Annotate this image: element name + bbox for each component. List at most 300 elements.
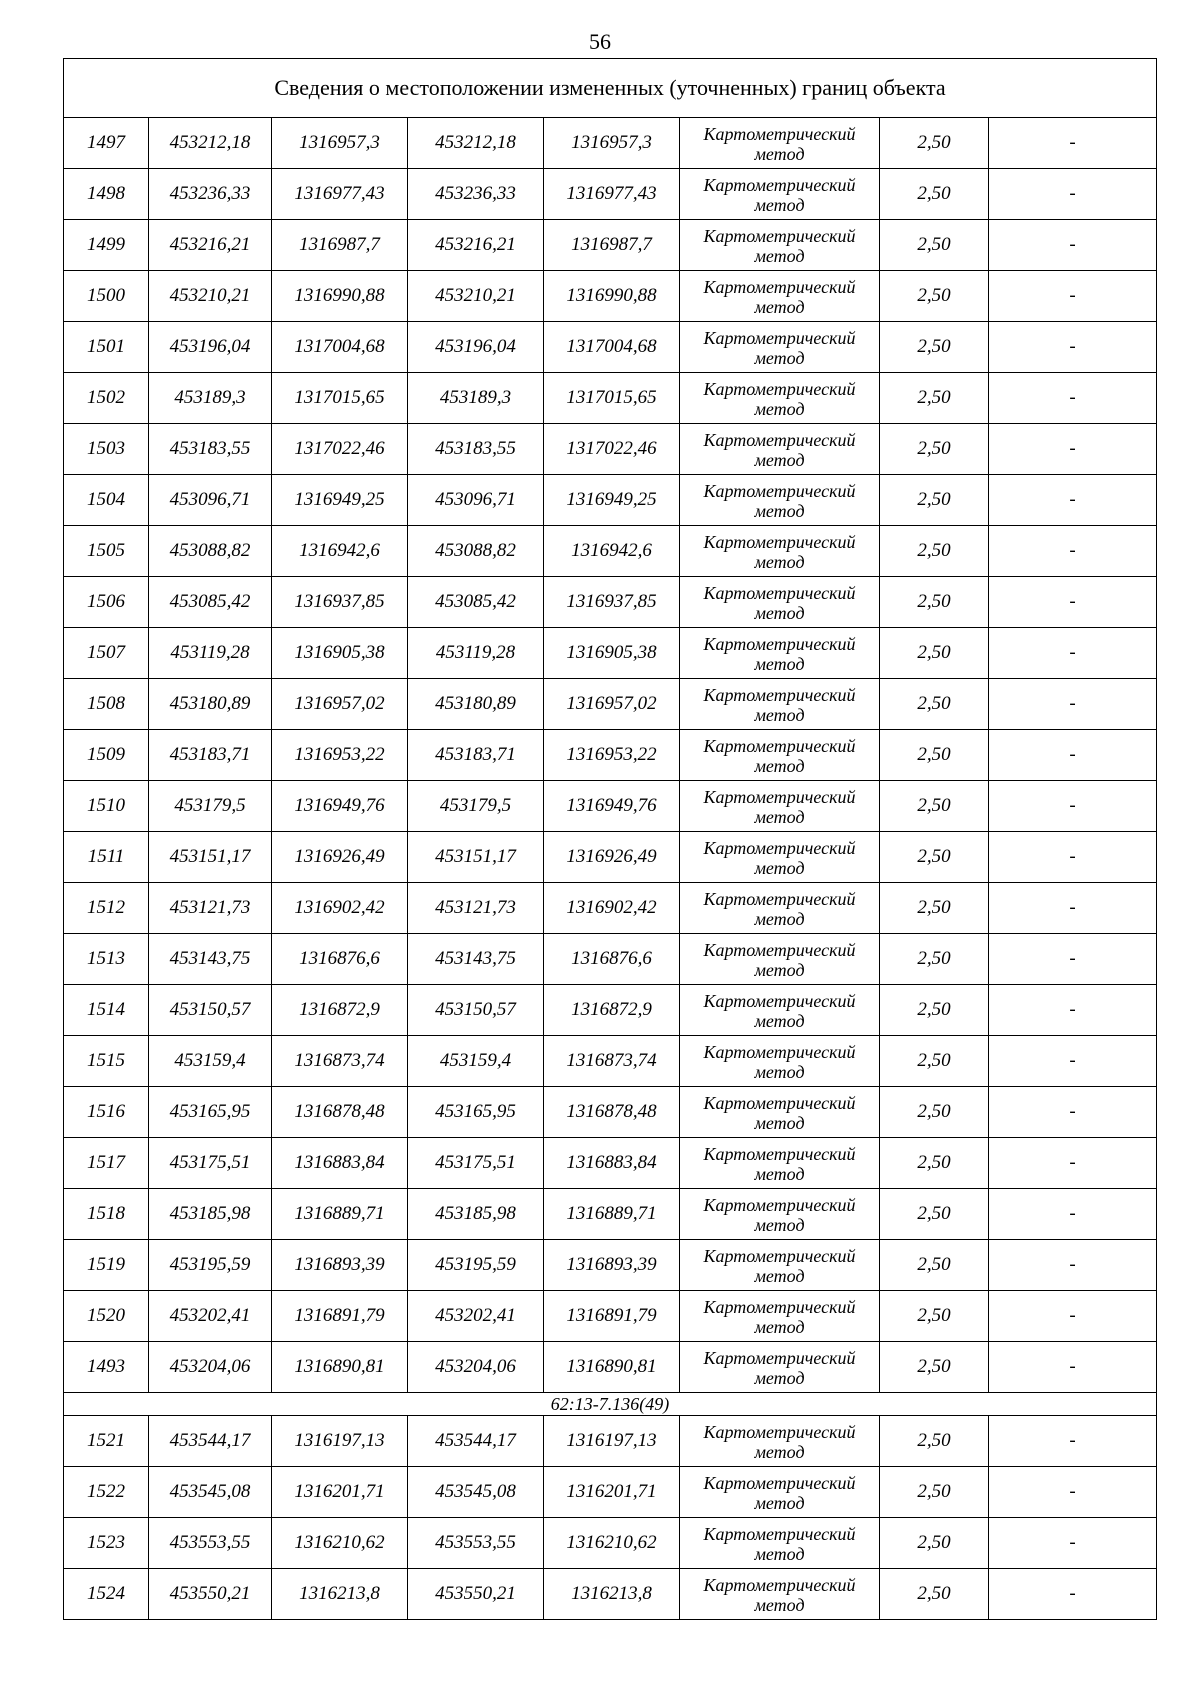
new-y-cell: 1316210,62 (544, 1518, 680, 1569)
precision-cell: 2,50 (880, 1569, 989, 1620)
precision-cell: 2,50 (880, 1518, 989, 1569)
new-x-cell: 453545,08 (408, 1467, 544, 1518)
method-line-2: метод (754, 603, 805, 623)
method-line-1: Картометрический (703, 838, 856, 858)
note-cell: - (989, 475, 1157, 526)
new-y-cell: 1317015,65 (544, 373, 680, 424)
old-x-cell: 453216,21 (149, 220, 272, 271)
note-cell: - (989, 169, 1157, 220)
method-line-1: Картометрический (703, 379, 856, 399)
table-row (64, 1240, 1157, 1291)
point-number-cell: 1508 (64, 679, 149, 730)
method-line-1: Картометрический (703, 1195, 856, 1215)
table-row (64, 985, 1157, 1036)
method-line-2: метод (754, 1442, 805, 1462)
old-y-cell: 1316878,48 (272, 1087, 408, 1138)
old-y-cell: 1316890,81 (272, 1342, 408, 1393)
point-number-cell: 1521 (64, 1416, 149, 1467)
new-y-cell: 1316902,42 (544, 883, 680, 934)
point-number-cell: 1499 (64, 220, 149, 271)
old-y-cell: 1316942,6 (272, 526, 408, 577)
new-x-cell: 453202,41 (408, 1291, 544, 1342)
method-line-1: Картометрический (703, 1575, 856, 1595)
method-line-2: метод (754, 654, 805, 674)
precision-cell: 2,50 (880, 118, 989, 169)
method-line-1: Картометрический (703, 889, 856, 909)
section-header-row (64, 1393, 1157, 1416)
note-cell: - (989, 1467, 1157, 1518)
old-x-cell: 453088,82 (149, 526, 272, 577)
point-number-cell: 1520 (64, 1291, 149, 1342)
precision-cell: 2,50 (880, 220, 989, 271)
point-number-cell: 1519 (64, 1240, 149, 1291)
point-number-cell: 1515 (64, 1036, 149, 1087)
precision-cell: 2,50 (880, 883, 989, 934)
old-x-cell: 453165,95 (149, 1087, 272, 1138)
new-x-cell: 453180,89 (408, 679, 544, 730)
precision-cell: 2,50 (880, 424, 989, 475)
method-cell (680, 475, 880, 526)
table-row (64, 118, 1157, 169)
point-number-cell: 1512 (64, 883, 149, 934)
new-x-cell: 453096,71 (408, 475, 544, 526)
page-number: 56 (589, 29, 611, 54)
old-x-cell: 453121,73 (149, 883, 272, 934)
method-cell (680, 1569, 880, 1620)
point-number-cell: 1506 (64, 577, 149, 628)
method-line-2: метод (754, 1164, 805, 1184)
new-y-cell: 1316987,7 (544, 220, 680, 271)
method-line-2: метод (754, 552, 805, 572)
note-cell: - (989, 1138, 1157, 1189)
precision-cell: 2,50 (880, 1416, 989, 1467)
old-x-cell: 453185,98 (149, 1189, 272, 1240)
method-cell (680, 577, 880, 628)
new-x-cell: 453183,55 (408, 424, 544, 475)
note-cell: - (989, 1416, 1157, 1467)
method-line-2: метод (754, 450, 805, 470)
table-row (64, 628, 1157, 679)
old-y-cell: 1316889,71 (272, 1189, 408, 1240)
method-cell (680, 883, 880, 934)
new-y-cell: 1316893,39 (544, 1240, 680, 1291)
old-y-cell: 1316876,6 (272, 934, 408, 985)
method-line-1: Картометрический (703, 1297, 856, 1317)
new-y-cell: 1316878,48 (544, 1087, 680, 1138)
method-line-1: Картометрический (703, 940, 856, 960)
method-cell (680, 271, 880, 322)
old-y-cell: 1316893,39 (272, 1240, 408, 1291)
new-y-cell: 1316957,3 (544, 118, 680, 169)
point-number-cell: 1522 (64, 1467, 149, 1518)
method-cell (680, 169, 880, 220)
precision-cell: 2,50 (880, 475, 989, 526)
point-number-cell: 1501 (64, 322, 149, 373)
table-row (64, 1416, 1157, 1467)
precision-cell: 2,50 (880, 169, 989, 220)
point-number-cell: 1514 (64, 985, 149, 1036)
method-line-2: метод (754, 1011, 805, 1031)
new-x-cell: 453236,33 (408, 169, 544, 220)
note-cell: - (989, 373, 1157, 424)
old-y-cell: 1317022,46 (272, 424, 408, 475)
note-cell: - (989, 1518, 1157, 1569)
method-cell (680, 220, 880, 271)
table-row (64, 1467, 1157, 1518)
new-x-cell: 453085,42 (408, 577, 544, 628)
method-line-2: метод (754, 807, 805, 827)
old-y-cell: 1316201,71 (272, 1467, 408, 1518)
method-line-1: Картометрический (703, 1348, 856, 1368)
new-x-cell: 453088,82 (408, 526, 544, 577)
precision-cell: 2,50 (880, 1240, 989, 1291)
method-line-2: метод (754, 1062, 805, 1082)
new-y-cell: 1316990,88 (544, 271, 680, 322)
note-cell: - (989, 271, 1157, 322)
old-y-cell: 1316949,76 (272, 781, 408, 832)
table-row (64, 1291, 1157, 1342)
method-line-2: метод (754, 348, 805, 368)
precision-cell: 2,50 (880, 526, 989, 577)
old-x-cell: 453196,04 (149, 322, 272, 373)
table-row (64, 1036, 1157, 1087)
table-row (64, 475, 1157, 526)
note-cell: - (989, 1291, 1157, 1342)
method-cell (680, 1240, 880, 1291)
method-line-1: Картометрический (703, 532, 856, 552)
method-line-1: Картометрический (703, 226, 856, 246)
old-y-cell: 1316926,49 (272, 832, 408, 883)
old-y-cell: 1316990,88 (272, 271, 408, 322)
table-row (64, 220, 1157, 271)
old-x-cell: 453096,71 (149, 475, 272, 526)
method-line-1: Картометрический (703, 481, 856, 501)
method-line-2: метод (754, 909, 805, 929)
method-line-1: Картометрический (703, 634, 856, 654)
method-cell (680, 1036, 880, 1087)
method-line-2: метод (754, 195, 805, 215)
new-x-cell: 453544,17 (408, 1416, 544, 1467)
method-cell (680, 1189, 880, 1240)
point-number-cell: 1513 (64, 934, 149, 985)
new-x-cell: 453550,21 (408, 1569, 544, 1620)
point-number-cell: 1504 (64, 475, 149, 526)
old-x-cell: 453236,33 (149, 169, 272, 220)
old-x-cell: 453150,57 (149, 985, 272, 1036)
table-row (64, 883, 1157, 934)
method-line-1: Картометрический (703, 1093, 856, 1113)
note-cell: - (989, 883, 1157, 934)
method-line-1: Картометрический (703, 1422, 856, 1442)
old-x-cell: 453159,4 (149, 1036, 272, 1087)
new-x-cell: 453216,21 (408, 220, 544, 271)
point-number-cell: 1505 (64, 526, 149, 577)
old-x-cell: 453183,55 (149, 424, 272, 475)
point-number-cell: 1523 (64, 1518, 149, 1569)
precision-cell: 2,50 (880, 1291, 989, 1342)
old-x-cell: 453544,17 (149, 1416, 272, 1467)
note-cell: - (989, 628, 1157, 679)
method-line-2: метод (754, 1595, 805, 1615)
old-y-cell: 1316210,62 (272, 1518, 408, 1569)
precision-cell: 2,50 (880, 628, 989, 679)
precision-cell: 2,50 (880, 679, 989, 730)
old-x-cell: 453189,3 (149, 373, 272, 424)
method-cell (680, 934, 880, 985)
note-cell: - (989, 832, 1157, 883)
boundary-table-container (63, 58, 1156, 1620)
precision-cell: 2,50 (880, 1087, 989, 1138)
method-line-1: Картометрический (703, 1042, 856, 1062)
new-x-cell: 453204,06 (408, 1342, 544, 1393)
old-x-cell: 453143,75 (149, 934, 272, 985)
old-y-cell: 1316977,43 (272, 169, 408, 220)
precision-cell: 2,50 (880, 730, 989, 781)
point-number-cell: 1502 (64, 373, 149, 424)
method-cell (680, 1518, 880, 1569)
old-y-cell: 1316902,42 (272, 883, 408, 934)
point-number-cell: 1518 (64, 1189, 149, 1240)
table-row (64, 1518, 1157, 1569)
old-x-cell: 453183,71 (149, 730, 272, 781)
method-line-1: Картометрический (703, 1246, 856, 1266)
point-number-cell: 1524 (64, 1569, 149, 1620)
section-label: 62:13-7.136(49) (64, 1393, 1157, 1416)
old-y-cell: 1316987,7 (272, 220, 408, 271)
method-cell (680, 730, 880, 781)
new-y-cell: 1316876,6 (544, 934, 680, 985)
table-row (64, 1569, 1157, 1620)
new-x-cell: 453183,71 (408, 730, 544, 781)
precision-cell: 2,50 (880, 1467, 989, 1518)
method-cell (680, 1342, 880, 1393)
old-x-cell: 453119,28 (149, 628, 272, 679)
table-row (64, 169, 1157, 220)
method-cell (680, 1087, 880, 1138)
point-number-cell: 1500 (64, 271, 149, 322)
precision-cell: 2,50 (880, 1189, 989, 1240)
note-cell: - (989, 1189, 1157, 1240)
method-line-2: метод (754, 1544, 805, 1564)
old-y-cell: 1317004,68 (272, 322, 408, 373)
method-line-2: метод (754, 144, 805, 164)
method-cell (680, 118, 880, 169)
method-cell (680, 322, 880, 373)
table-row (64, 271, 1157, 322)
new-x-cell: 453121,73 (408, 883, 544, 934)
new-y-cell: 1316872,9 (544, 985, 680, 1036)
new-y-cell: 1316201,71 (544, 1467, 680, 1518)
new-y-cell: 1316891,79 (544, 1291, 680, 1342)
method-cell (680, 628, 880, 679)
old-y-cell: 1316949,25 (272, 475, 408, 526)
method-line-2: метод (754, 297, 805, 317)
table-row (64, 1342, 1157, 1393)
old-x-cell: 453151,17 (149, 832, 272, 883)
old-y-cell: 1316905,38 (272, 628, 408, 679)
method-line-1: Картометрический (703, 736, 856, 756)
new-x-cell: 453159,4 (408, 1036, 544, 1087)
precision-cell: 2,50 (880, 373, 989, 424)
method-line-2: метод (754, 1317, 805, 1337)
precision-cell: 2,50 (880, 1342, 989, 1393)
new-x-cell: 453179,5 (408, 781, 544, 832)
method-line-2: метод (754, 246, 805, 266)
new-y-cell: 1316949,76 (544, 781, 680, 832)
method-line-1: Картометрический (703, 1144, 856, 1164)
table-row (64, 424, 1157, 475)
method-cell (680, 781, 880, 832)
precision-cell: 2,50 (880, 271, 989, 322)
old-x-cell: 453553,55 (149, 1518, 272, 1569)
precision-cell: 2,50 (880, 1036, 989, 1087)
new-x-cell: 453143,75 (408, 934, 544, 985)
method-line-2: метод (754, 1493, 805, 1513)
method-line-2: метод (754, 399, 805, 419)
note-cell: - (989, 526, 1157, 577)
method-line-1: Картометрический (703, 685, 856, 705)
old-x-cell: 453545,08 (149, 1467, 272, 1518)
note-cell: - (989, 934, 1157, 985)
method-cell (680, 679, 880, 730)
table-row (64, 781, 1157, 832)
old-y-cell: 1316953,22 (272, 730, 408, 781)
method-line-2: метод (754, 501, 805, 521)
old-x-cell: 453210,21 (149, 271, 272, 322)
new-y-cell: 1316953,22 (544, 730, 680, 781)
table-row (64, 679, 1157, 730)
method-cell (680, 526, 880, 577)
table-row (64, 1189, 1157, 1240)
old-x-cell: 453202,41 (149, 1291, 272, 1342)
method-line-1: Картометрический (703, 430, 856, 450)
new-y-cell: 1316942,6 (544, 526, 680, 577)
new-y-cell: 1316949,25 (544, 475, 680, 526)
method-cell (680, 1291, 880, 1342)
method-line-2: метод (754, 1368, 805, 1388)
old-x-cell: 453180,89 (149, 679, 272, 730)
method-cell (680, 985, 880, 1036)
new-y-cell: 1317004,68 (544, 322, 680, 373)
note-cell: - (989, 730, 1157, 781)
method-line-2: метод (754, 756, 805, 776)
new-y-cell: 1316905,38 (544, 628, 680, 679)
new-x-cell: 453150,57 (408, 985, 544, 1036)
new-x-cell: 453151,17 (408, 832, 544, 883)
method-line-1: Картометрический (703, 1524, 856, 1544)
old-y-cell: 1316957,02 (272, 679, 408, 730)
note-cell: - (989, 1240, 1157, 1291)
method-line-1: Картометрический (703, 991, 856, 1011)
old-y-cell: 1316937,85 (272, 577, 408, 628)
point-number-cell: 1498 (64, 169, 149, 220)
method-cell (680, 1138, 880, 1189)
new-x-cell: 453119,28 (408, 628, 544, 679)
new-y-cell: 1317022,46 (544, 424, 680, 475)
old-y-cell: 1316873,74 (272, 1036, 408, 1087)
note-cell: - (989, 781, 1157, 832)
new-y-cell: 1316213,8 (544, 1569, 680, 1620)
old-x-cell: 453550,21 (149, 1569, 272, 1620)
method-line-1: Картометрический (703, 175, 856, 195)
old-y-cell: 1316197,13 (272, 1416, 408, 1467)
method-cell (680, 832, 880, 883)
method-line-2: метод (754, 960, 805, 980)
new-x-cell: 453553,55 (408, 1518, 544, 1569)
boundary-coordinates-table (63, 58, 1157, 1620)
old-y-cell: 1316213,8 (272, 1569, 408, 1620)
table-row (64, 832, 1157, 883)
point-number-cell: 1507 (64, 628, 149, 679)
table-title: Сведения о местоположении измененных (уточненных) границ объекта (64, 59, 1157, 118)
old-y-cell: 1316891,79 (272, 1291, 408, 1342)
note-cell: - (989, 1342, 1157, 1393)
method-cell (680, 424, 880, 475)
point-number-cell: 1509 (64, 730, 149, 781)
table-row (64, 730, 1157, 781)
precision-cell: 2,50 (880, 577, 989, 628)
method-cell (680, 1416, 880, 1467)
table-row (64, 1087, 1157, 1138)
method-line-1: Картометрический (703, 1473, 856, 1493)
old-y-cell: 1316957,3 (272, 118, 408, 169)
new-y-cell: 1316873,74 (544, 1036, 680, 1087)
new-x-cell: 453195,59 (408, 1240, 544, 1291)
note-cell: - (989, 118, 1157, 169)
new-x-cell: 453185,98 (408, 1189, 544, 1240)
point-number-cell: 1497 (64, 118, 149, 169)
precision-cell: 2,50 (880, 781, 989, 832)
point-number-cell: 1503 (64, 424, 149, 475)
new-y-cell: 1316937,85 (544, 577, 680, 628)
point-number-cell: 1516 (64, 1087, 149, 1138)
table-row (64, 373, 1157, 424)
table-row (64, 1138, 1157, 1189)
note-cell: - (989, 220, 1157, 271)
method-line-1: Картометрический (703, 787, 856, 807)
note-cell: - (989, 1569, 1157, 1620)
precision-cell: 2,50 (880, 985, 989, 1036)
new-y-cell: 1316957,02 (544, 679, 680, 730)
table-row (64, 322, 1157, 373)
old-x-cell: 453179,5 (149, 781, 272, 832)
precision-cell: 2,50 (880, 322, 989, 373)
new-x-cell: 453212,18 (408, 118, 544, 169)
new-y-cell: 1316977,43 (544, 169, 680, 220)
method-line-2: метод (754, 705, 805, 725)
new-x-cell: 453165,95 (408, 1087, 544, 1138)
new-x-cell: 453196,04 (408, 322, 544, 373)
method-cell (680, 1467, 880, 1518)
table-body (64, 59, 1157, 1620)
method-line-1: Картометрический (703, 583, 856, 603)
note-cell: - (989, 985, 1157, 1036)
old-y-cell: 1317015,65 (272, 373, 408, 424)
method-line-1: Картометрический (703, 124, 856, 144)
method-line-2: метод (754, 1266, 805, 1286)
new-y-cell: 1316889,71 (544, 1189, 680, 1240)
point-number-cell: 1517 (64, 1138, 149, 1189)
precision-cell: 2,50 (880, 1138, 989, 1189)
method-line-2: метод (754, 1113, 805, 1133)
new-y-cell: 1316883,84 (544, 1138, 680, 1189)
note-cell: - (989, 1087, 1157, 1138)
method-line-2: метод (754, 1215, 805, 1235)
method-line-1: Картометрический (703, 328, 856, 348)
new-y-cell: 1316926,49 (544, 832, 680, 883)
method-line-1: Картометрический (703, 277, 856, 297)
precision-cell: 2,50 (880, 832, 989, 883)
